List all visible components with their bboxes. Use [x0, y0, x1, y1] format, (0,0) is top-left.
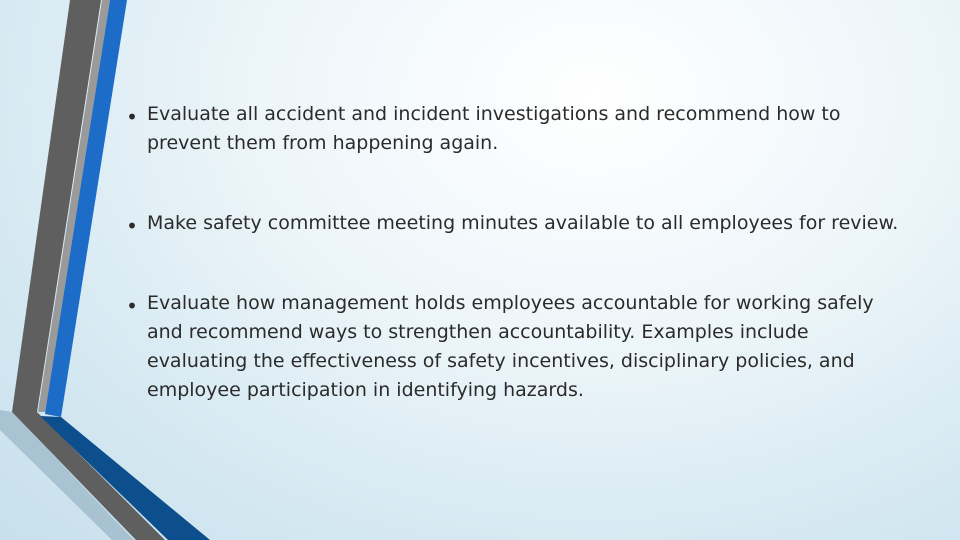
- bullet-item: [122, 100, 912, 158]
- bullet-item: [122, 209, 912, 238]
- bullet-dot-icon: •: [126, 294, 138, 318]
- gray-diagonal: [12, 412, 165, 540]
- bullet-dot-icon: •: [126, 214, 138, 238]
- bullet-dot-icon: •: [126, 105, 138, 129]
- bullet-item: [122, 289, 912, 405]
- bullet-text: Make safety committee meeting minutes available to all employees for review.: [147, 212, 899, 234]
- bullet-text: Evaluate how management holds employees accountable for working safely and recommend ways to strengthen accountability. Examples include evaluating the effectiveness of safety incentives, disciplinary policies, and employee participation in identifying hazards.: [147, 292, 874, 401]
- bullet-list: [122, 100, 912, 405]
- bullet-text: Evaluate all accident and incident investigations and recommend how to prevent them from happening again.: [147, 103, 841, 154]
